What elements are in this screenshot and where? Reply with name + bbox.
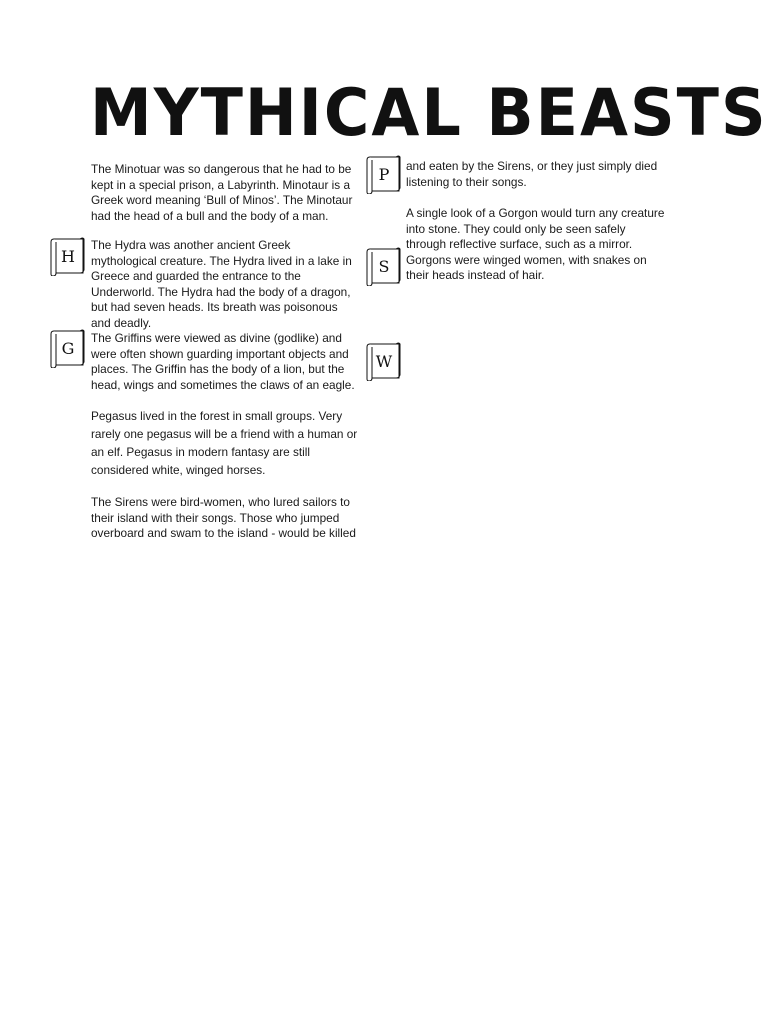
scroll-letter: H xyxy=(61,246,75,266)
scroll-letter: W xyxy=(375,351,393,371)
paragraph-minotaur: The Minotuar was so dangerous that he had to be kept in a special prison, a Labyrinth. Minotaur is a Greek word meaning ‘Bull of Minos’. The Minotaur had the head of a bull and the body of a man. xyxy=(91,162,353,223)
scroll-letter: G xyxy=(61,338,75,358)
scroll-letter: P xyxy=(378,164,390,184)
scroll-tag-g xyxy=(50,328,86,368)
scroll-tag-h xyxy=(50,236,86,276)
page-title: MYTHICAL BEASTS xyxy=(90,74,768,151)
paragraph-griffin: The Griffins were viewed as divine (godlike) and were often shown guarding important objects and places. The Griffin has the body of a lion, but the head, wings and sometimes the claws of an eagle. xyxy=(91,331,355,392)
paragraph-gorgon: A single look of a Gorgon would turn any creature into stone. They could only be seen safely through reflective surface, such as a mirror. Gorgons were winged women, with snakes on their heads instead of hair. xyxy=(406,206,665,283)
paragraph-pegasus: Pegasus lived in the forest in small groups. Very rarely one pegasus will be a friend with a human or an elf. Pegasus in modern fantasy are still considered white, winged horses. xyxy=(91,409,358,477)
scroll-tag-p xyxy=(366,154,402,194)
scroll-tag-s xyxy=(366,246,402,286)
scroll-letter: S xyxy=(378,256,390,276)
paragraph-sirens-continued: and eaten by the Sirens, or they just simply died listening to their songs. xyxy=(406,159,658,189)
paragraph-hydra: The Hydra was another ancient Greek mythological creature. The Hydra lived in a lake in Greece and guarded the entrance to the Underworld. The Hydra had the body of a dragon, but had seven heads. Its breath was poisonous and deadly. xyxy=(91,238,352,330)
scroll-tag-w xyxy=(366,341,402,381)
paragraph-sirens: The Sirens were bird-women, who lured sailors to their island with their songs. Those who jumped overboard and swam to the island - would be killed xyxy=(91,495,356,541)
